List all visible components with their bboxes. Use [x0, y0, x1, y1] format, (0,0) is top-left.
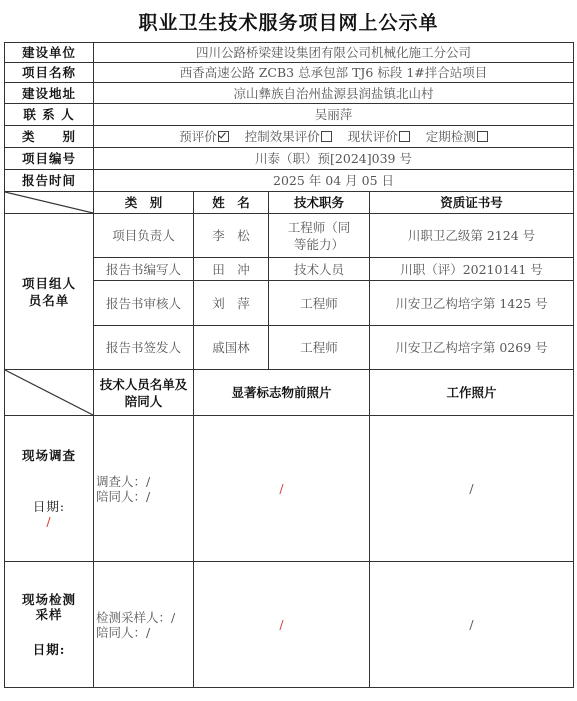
survey-label: 现场调查: [21, 448, 76, 463]
contact-label: 联 系 人: [5, 104, 94, 126]
member-name: 田 冲: [194, 258, 269, 281]
team-member-row: [5, 214, 574, 258]
contact-value: 吴丽萍: [94, 104, 574, 126]
option-periodic-check-label: 定期检测: [425, 129, 476, 144]
sampling-label-cell: [5, 562, 94, 688]
diagonal-line: [5, 370, 93, 415]
option-periodic-check: [426, 129, 488, 144]
member-name: 戚国林: [194, 326, 269, 370]
member-role: 项目负责人: [94, 214, 194, 258]
sampling-row: [5, 562, 574, 688]
checkbox-empty-icon: [477, 131, 488, 142]
option-status-eval-label: 现状评价: [347, 129, 398, 144]
sampling-work-photo: /: [370, 562, 574, 688]
row-report-time: [5, 170, 574, 192]
option-pre-eval-label: 预评价: [179, 129, 217, 144]
row-project-no: [5, 148, 574, 170]
project-name-value: 西香高速公路 ZCB3 总承包部 TJ6 标段 1#拌合站项目: [94, 63, 574, 83]
member-role: 报告书签发人: [94, 326, 194, 370]
member-role: 报告书审核人: [94, 281, 194, 326]
checkbox-checked-icon: [218, 131, 229, 142]
col-header-landmark-photo: 显著标志物前照片: [194, 370, 370, 416]
member-role: 报告书编写人: [94, 258, 194, 281]
row-unit: [5, 43, 574, 63]
sampling-label: 现场检测采样: [21, 592, 76, 622]
team-header-row: [5, 192, 574, 214]
project-no-label: 项目编号: [5, 148, 94, 170]
option-control-eval: [245, 129, 332, 144]
photo-header-row: [5, 370, 574, 416]
survey-row: [5, 416, 574, 562]
option-control-eval-label: 控制效果评价: [244, 129, 320, 144]
col-header-name: 姓 名: [194, 192, 269, 214]
diagonal-line: [5, 192, 93, 213]
row-address: [5, 83, 574, 104]
col-header-work-photo: 工作照片: [370, 370, 574, 416]
unit-value: 四川公路桥梁建设集团有限公司机械化施工分公司: [94, 43, 574, 63]
survey-staff-cell: [94, 416, 194, 562]
report-time-label: 报告时间: [5, 170, 94, 192]
survey-label-cell: [5, 416, 94, 562]
unit-label: 建设单位: [5, 43, 94, 63]
row-contact: [5, 104, 574, 126]
sampling-staff-cell: [94, 562, 194, 688]
diagonal-cell: [5, 192, 94, 214]
team-label: 项目组人员名单: [5, 214, 94, 370]
option-pre-eval: [179, 129, 229, 144]
col-header-title: 技术职务: [269, 192, 370, 214]
category-options: [94, 126, 574, 148]
sampling-landmark-photo: /: [194, 562, 370, 688]
checkbox-empty-icon: [399, 131, 410, 142]
address-value: 凉山彝族自治州盐源县润盐镇北山村: [94, 83, 574, 104]
member-name: 刘 萍: [194, 281, 269, 326]
checkbox-empty-icon: [321, 131, 332, 142]
option-status-eval: [348, 129, 410, 144]
disclosure-table: [4, 42, 574, 688]
address-label: 建设地址: [5, 83, 94, 104]
member-cert: 川职（评）20210141 号: [370, 258, 574, 281]
diagonal-cell: [5, 370, 94, 416]
member-cert: 川职卫乙级第 2124 号: [370, 214, 574, 258]
member-title: 工程师: [269, 326, 370, 370]
report-time-value: 2025 年 04 月 05 日: [94, 170, 574, 192]
member-cert: 川安卫乙构培字第 0269 号: [370, 326, 574, 370]
sampling-date-label: 日期:: [32, 642, 66, 657]
member-title: 技术人员: [269, 258, 370, 281]
col-header-category: 类 别: [94, 192, 194, 214]
row-project-name: [5, 63, 574, 83]
survey-companion: 陪同人：/: [96, 488, 151, 504]
survey-work-photo: /: [370, 416, 574, 562]
col-header-cert: 资质证书号: [370, 192, 574, 214]
survey-date-value: /: [46, 514, 52, 529]
page-title: 职业卫生技术服务项目网上公示单: [138, 12, 439, 34]
col-header-staff-list: 技术人员名单及陪同人: [94, 370, 194, 416]
sampling-companion: 陪同人：/: [96, 624, 151, 640]
member-title: 工程师（同等能力）: [269, 214, 370, 258]
member-title: 工程师: [269, 281, 370, 326]
sampling-sampler: 检测采样人：/: [96, 609, 176, 625]
member-name: 李 松: [194, 214, 269, 258]
survey-date-label: 日期:: [32, 499, 66, 514]
project-name-label: 项目名称: [5, 63, 94, 83]
survey-investigator: 调查人：/: [96, 473, 151, 489]
member-cert: 川安卫乙构培字第 1425 号: [370, 281, 574, 326]
project-no-value: 川泰（职）预[2024]039 号: [94, 148, 574, 170]
survey-landmark-photo: /: [194, 416, 370, 562]
row-category: [5, 126, 574, 148]
category-label: 类 别: [5, 126, 94, 148]
